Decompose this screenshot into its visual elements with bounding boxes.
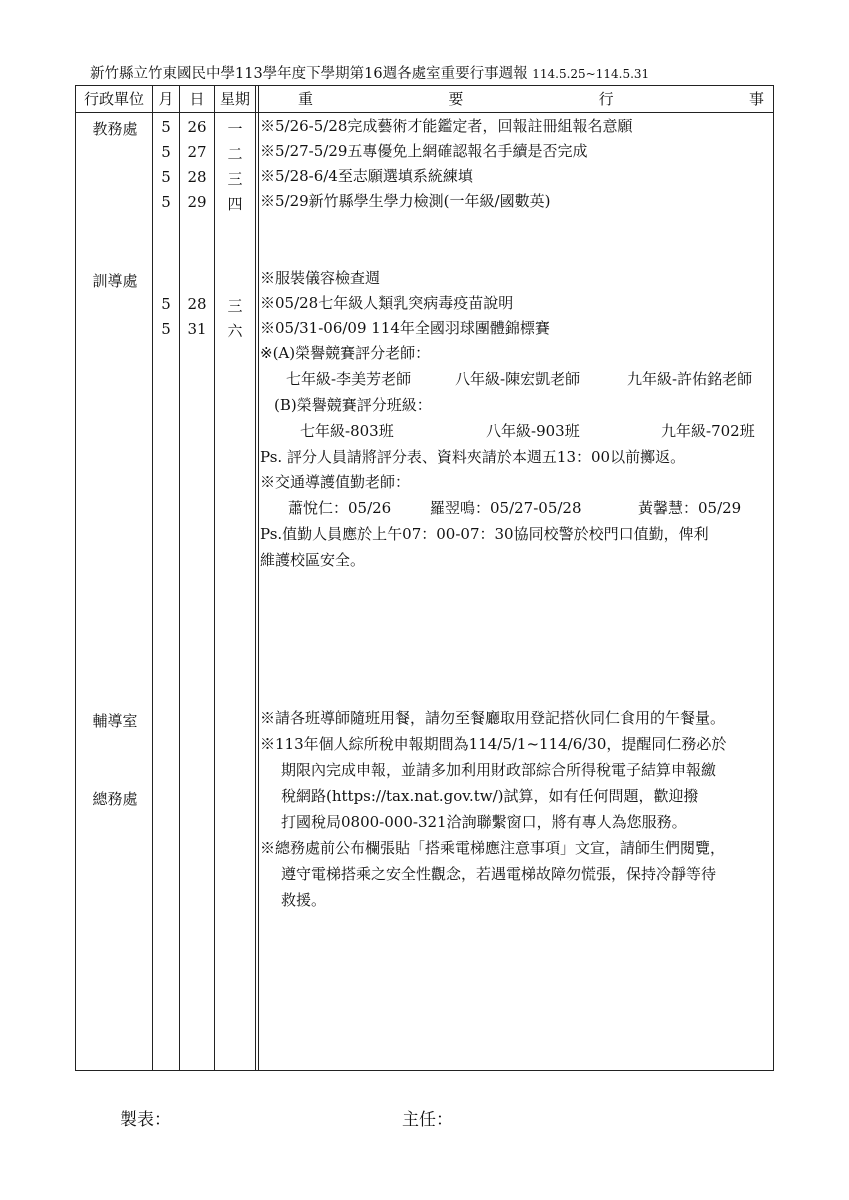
- unit-academic: 教務處: [92, 120, 138, 138]
- col-divider: [255, 85, 256, 1071]
- event-text: ※5/27-5/29五專優免上網確認報名手續是否完成: [260, 142, 588, 160]
- row-day: 27: [187, 143, 207, 161]
- row-day: 29: [187, 193, 207, 211]
- row-weekday: 四: [227, 195, 243, 213]
- event-text: ※05/28七年級人類乳突病毒疫苗說明: [260, 294, 514, 312]
- event-text: ※5/26-5/28完成藝術才能鑑定者，回報註冊組報名意願: [260, 117, 633, 135]
- contest-teachers-title: ※(A)榮譽競賽評分老師：: [260, 344, 431, 362]
- traffic-duty: 黃馨慧：05/29: [638, 499, 742, 517]
- row-weekday: 三: [227, 297, 243, 315]
- unit-general-affairs: 總務處: [92, 790, 138, 808]
- contest-classes-title: (B)榮譽競賽評分班級：: [274, 396, 432, 414]
- traffic-duty: 蕭悅仁：05/26: [288, 499, 392, 517]
- general-note: 稅網路(https://tax.nat.gov.tw/)試算，如有任何問題，歡迎撥: [281, 787, 699, 805]
- page-title: [90, 62, 790, 83]
- row-weekday: 六: [227, 322, 243, 340]
- header-events-char: 重: [298, 90, 314, 108]
- teacher-grade8: 八年級-陳宏凱老師: [455, 370, 581, 388]
- col-divider: [152, 85, 153, 1071]
- row-day: 31: [187, 320, 207, 338]
- event-text: ※05/31-06/09 114年全國羽球團體錦標賽: [260, 319, 550, 337]
- header-unit: 行政單位: [83, 90, 144, 108]
- director-signature-label: 主任：: [402, 1110, 453, 1130]
- event-text: ※5/29新竹縣學生學力檢測(一年級/國數英): [260, 192, 551, 210]
- col-divider: [179, 85, 180, 1071]
- header-events-char: 要: [448, 90, 464, 108]
- row-weekday: 一: [227, 120, 243, 138]
- header-events: [258, 86, 772, 112]
- col-divider: [214, 85, 215, 1071]
- row-weekday: 二: [227, 145, 243, 163]
- row-month: 5: [161, 143, 171, 161]
- general-note: 期限內完成申報，並請多加利用財政部綜合所得稅電子結算申報繳: [281, 761, 717, 779]
- counseling-note: ※請各班導師隨班用餐，請勿至餐廳取用登記搭伙同仁食用的午餐量。: [260, 709, 726, 727]
- maker-signature-label: 製表：: [120, 1110, 171, 1130]
- ps-duty: Ps.值勤人員應於上午07：00-07：30協同校警於校門口值勤，俾利: [260, 525, 709, 543]
- header-weekday: 星期: [219, 90, 250, 108]
- unit-student-affairs: 訓導處: [92, 272, 138, 290]
- row-month: 5: [161, 193, 171, 211]
- class-grade8: 八年級-903班: [486, 422, 580, 440]
- row-month: 5: [161, 118, 171, 136]
- header-events-char: 行: [598, 90, 614, 108]
- header-divider: [75, 112, 774, 113]
- row-day: 28: [187, 168, 207, 186]
- event-text: ※服裝儀容檢查週: [260, 269, 381, 287]
- event-text: ※5/28-6/4至志願選填系統練填: [260, 167, 473, 185]
- traffic-title: ※交通導護值勤老師：: [260, 473, 411, 491]
- row-month: 5: [161, 168, 171, 186]
- general-note: 打國稅局0800-000-321洽詢聯繫窗口，將有專人為您服務。: [281, 813, 687, 831]
- general-note: 遵守電梯搭乘之安全性觀念，若遇電梯故障勿慌張，保持冷靜等待: [281, 865, 717, 883]
- general-note: ※總務處前公布欄張貼「搭乘電梯應注意事項」文宣，請師生們閱覽，: [260, 839, 726, 857]
- row-month: 5: [161, 320, 171, 338]
- row-day: 26: [187, 118, 207, 136]
- general-note: 救援。: [281, 891, 327, 909]
- teacher-grade7: 七年級-李美芳老師: [286, 370, 412, 388]
- general-note: ※113年個人綜所稅申報期間為114/5/1~114/6/30，提醒同仁務必於: [260, 735, 727, 753]
- col-divider: [258, 85, 259, 1071]
- row-month: 5: [161, 295, 171, 313]
- class-grade9: 九年級-702班: [661, 422, 755, 440]
- title-date-range: 114.5.25~114.5.31: [532, 67, 650, 81]
- unit-counseling: 輔導室: [92, 712, 138, 730]
- title-main: 新竹縣立竹東國民中學113學年度下學期第16週各處室重要行事週報: [90, 66, 528, 82]
- teacher-grade9: 九年級-許佑銘老師: [627, 370, 753, 388]
- ps-duty: 維護校區安全。: [260, 551, 366, 569]
- header-events-char: 事: [748, 90, 764, 108]
- row-weekday: 三: [227, 170, 243, 188]
- header-month: 月: [158, 90, 174, 108]
- header-day: 日: [189, 90, 205, 108]
- traffic-duty: 羅翌鳴：05/27-05/28: [430, 499, 582, 517]
- ps-scoring: Ps. 評分人員請將評分表、資料夾請於本週五13：00以前擲返。: [260, 448, 686, 466]
- class-grade7: 七年級-803班: [300, 422, 394, 440]
- row-day: 28: [187, 295, 207, 313]
